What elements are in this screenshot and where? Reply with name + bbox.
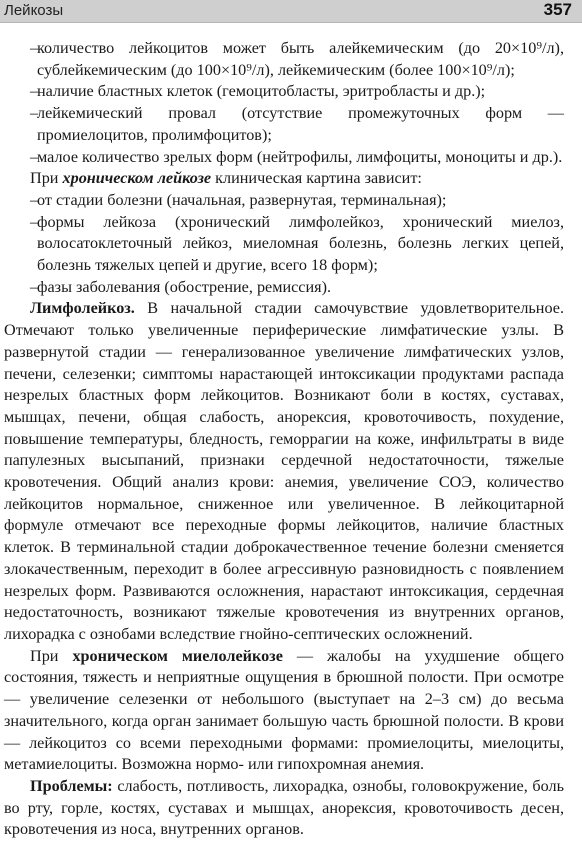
list-item: – малое количество зрелых форм (нейтрофилы, лимфоциты, моноциты и др.).	[4, 147, 564, 169]
paragraph-text: слабость, потливость, лихорадка, ознобы, головокружение, боль во рту, горле, костях, суставах и мышцах, анорексия, кровоточивость десен, кровотечения из носа, внутренних органов.	[4, 776, 564, 839]
section-title: Лейкозы	[4, 2, 64, 19]
lympholeukemia-paragraph	[4, 298, 564, 645]
term-chronic-leukemia: хроническом лейкозе	[62, 169, 212, 188]
problems-paragraph	[4, 776, 564, 841]
leukemia-signs-list	[4, 38, 564, 168]
text-span: При	[30, 646, 73, 665]
list-item: – формы лейкоза (хронический лимфолейкоз, хронический миелоз, волосатоклеточный лейкоз, миеломная болезнь, болезнь легких цепей, болезнь тяжелых цепей и другие, всего 18 форм);	[4, 212, 564, 277]
text-span: При	[30, 169, 63, 188]
clinical-picture-list	[4, 190, 564, 299]
page-number: 357	[543, 0, 572, 19]
chronic-leukemia-intro	[4, 168, 564, 190]
text-span: клиническая картина зависит:	[211, 169, 422, 188]
paragraph-text: — жалобы на ухудшение общего состояния, тяжесть и неприятные ощущения в брюшной полости. При осмотре — увеличение селезенки от небольшого (выступает на 2–3 см) до весьма значительного, когда орган занимает большую часть брюшной полости. В крови — лейкоцитоз со всеми переходными формами: промиелоциты, миелоциты, метамиелоциты. Возможна нормо- или гипохромная анемия.	[4, 646, 564, 774]
problems-heading: Проблемы:	[30, 776, 113, 795]
list-item: – фазы заболевания (обострение, ремиссия).	[4, 277, 564, 299]
paragraph-text: В начальной стадии самочувствие удовлетворительное. Отмечают только увеличенные периферические лимфатические узлы. В развернутой стадии — генерализованное увеличение лимфатических узлов, печени, селезенки; симптомы нарастающей интоксикации продуктами распада незрелых бластных форм лейкоцитов. Возникают боли в костях, суставах, мышцах, печени, общая слабость, анорексия, кровоточивость, похудение, повышение температуры, бледность, геморрагии на коже, инфильтраты в виде папулезных высыпаний, признаки сердечной недостаточности, тяжелые кровотечения. Общий анализ крови: анемия, увеличение СОЭ, количество лейкоцитов нормальное, сниженное или увеличенное. В лейкоцитарной формуле отмечают все переходные формы лейкоцитов, наличие бластных клеток. В терминальной стадии доброкачественное течение болезни сменяется злокачественным, переходит в более агрессивную разновидность с появлением незрелых форм. Развиваются осложнения, нарастают интоксикация, сердечная недостаточность, возникают тяжелые кровотечения из внутренних органов, лихорадка с ознобами вследствие гнойно-септических осложнений.	[4, 299, 564, 643]
list-item: – от стадии болезни (начальная, развернутая, терминальная);	[4, 190, 564, 212]
term-chronic-myeloleukemia: хроническом миелолейкозе	[72, 646, 283, 665]
list-item: – наличие бластных клеток (гемоцитобласты, эритробласты и др.);	[4, 81, 564, 103]
running-header	[0, 0, 582, 23]
myeloleukemia-paragraph	[4, 646, 564, 776]
page-body	[4, 38, 564, 841]
list-item: – лейкемический провал (отсутствие промежуточных форм — промиелоцитов, пролимфоцитов);	[4, 103, 564, 146]
list-item: – количество лейкоцитов может быть алейкемическим (до 20×10⁹/л), сублейкемическим (до 100×10⁹/л), лейкемическим (более 100×10⁹/л);	[4, 38, 564, 81]
lympholeukemia-heading: Лимфолейкоз.	[30, 299, 135, 318]
